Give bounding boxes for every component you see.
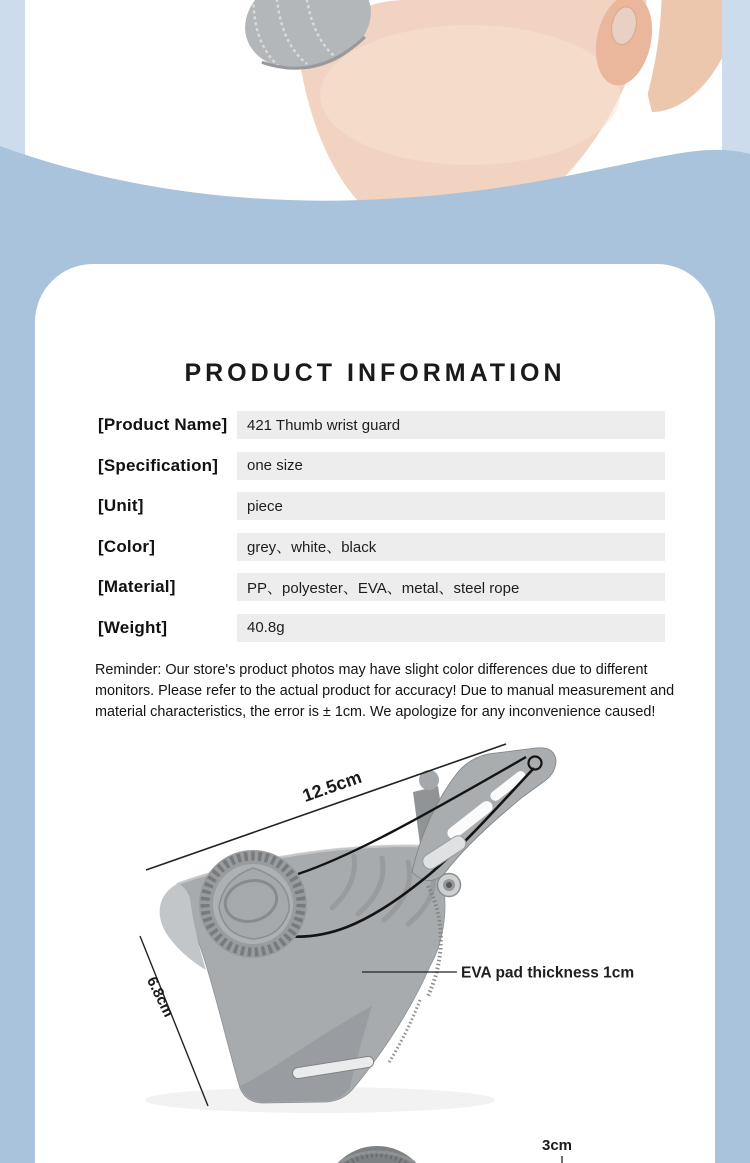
reminder-text: Reminder: Our store's product photos may have slight color differences due to different monitors. Please refer to the actual product for accuracy! Due to manual measurement and material characteristics, the error is ± 1cm. We apologize for any inconvenience caused! bbox=[95, 662, 675, 721]
spec-value: 421 Thumb wrist guard bbox=[237, 411, 665, 439]
spec-label: [Material] bbox=[98, 577, 176, 596]
eva-note-label: EVA pad thickness 1cm bbox=[461, 964, 635, 982]
spec-label: [Color] bbox=[98, 536, 156, 556]
spec-value: 40.8g bbox=[237, 614, 665, 642]
dimension-width bbox=[542, 1137, 572, 1163]
table-row bbox=[98, 614, 665, 642]
spec-value: one size bbox=[237, 452, 665, 480]
spec-label: [Unit] bbox=[98, 496, 144, 515]
hinge-screw-center bbox=[446, 882, 452, 888]
product-info-card bbox=[35, 264, 715, 1163]
table-row bbox=[98, 533, 665, 561]
product-figure bbox=[35, 736, 715, 1163]
spec-value: grey、white、black bbox=[237, 533, 665, 561]
table-row bbox=[98, 411, 665, 439]
dimension-label-width: 3cm bbox=[541, 1137, 573, 1154]
spec-table bbox=[98, 411, 665, 654]
tension-dial bbox=[199, 850, 307, 958]
table-row bbox=[98, 492, 665, 520]
eva-pad-photo bbox=[323, 1146, 431, 1163]
spec-label: [Specification] bbox=[98, 455, 219, 475]
table-row bbox=[98, 452, 665, 480]
dimension-label-height: 6.8cm bbox=[143, 974, 178, 1020]
dimension-label-length: 12.5cm bbox=[299, 766, 365, 806]
page-title: PRODUCT INFORMATION bbox=[184, 359, 566, 387]
spec-value: piece bbox=[237, 492, 665, 520]
spec-label: [Weight] bbox=[98, 617, 168, 637]
table-row bbox=[98, 573, 665, 601]
spec-label: [Product Name] bbox=[98, 415, 228, 434]
spec-value: PP、polyester、EVA、metal、steel rope bbox=[237, 573, 665, 601]
